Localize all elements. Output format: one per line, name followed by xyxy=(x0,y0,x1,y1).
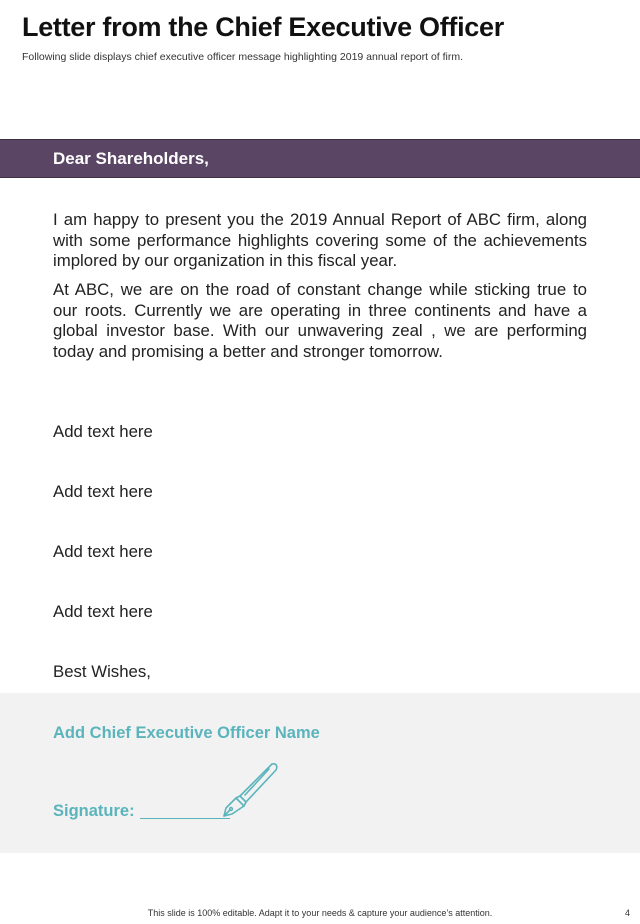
letter-paragraph-2: At ABC, we are on the road of constant change while sticking true to our roots. Currently we are operating in three continents and have a global investor base. With our unwavering zeal , we are performing today and promising a better and stronger tomorrow. xyxy=(53,280,587,361)
placeholder-text-2: Add text here xyxy=(53,482,153,501)
closing-text: Best Wishes, xyxy=(53,662,151,681)
placeholder-text-3: Add text here xyxy=(53,542,153,561)
signature-panel xyxy=(0,693,640,853)
placeholder-text-1: Add text here xyxy=(53,422,153,441)
greeting-banner xyxy=(0,139,640,178)
fountain-pen-icon xyxy=(216,760,280,822)
letter-paragraph-1: I am happy to present you the 2019 Annual Report of ABC firm, along with some performance highlights covering some of the achievements implored by our organization in this fiscal year. xyxy=(53,210,587,270)
footer-note: This slide is 100% editable. Adapt it to your needs & capture your audience’s attention. xyxy=(147,908,493,918)
greeting-text: Dear Shareholders, xyxy=(53,149,209,168)
placeholder-text-4: Add text here xyxy=(53,602,153,621)
page-subtitle: Following slide displays chief executive officer message highlighting 2019 annual report of firm. xyxy=(22,51,464,63)
page-title: Letter from the Chief Executive Officer xyxy=(22,12,504,42)
signature-label: Signature: xyxy=(53,802,135,820)
page-number: 4 xyxy=(624,908,630,918)
ceo-name-placeholder: Add Chief Executive Officer Name xyxy=(53,724,320,742)
